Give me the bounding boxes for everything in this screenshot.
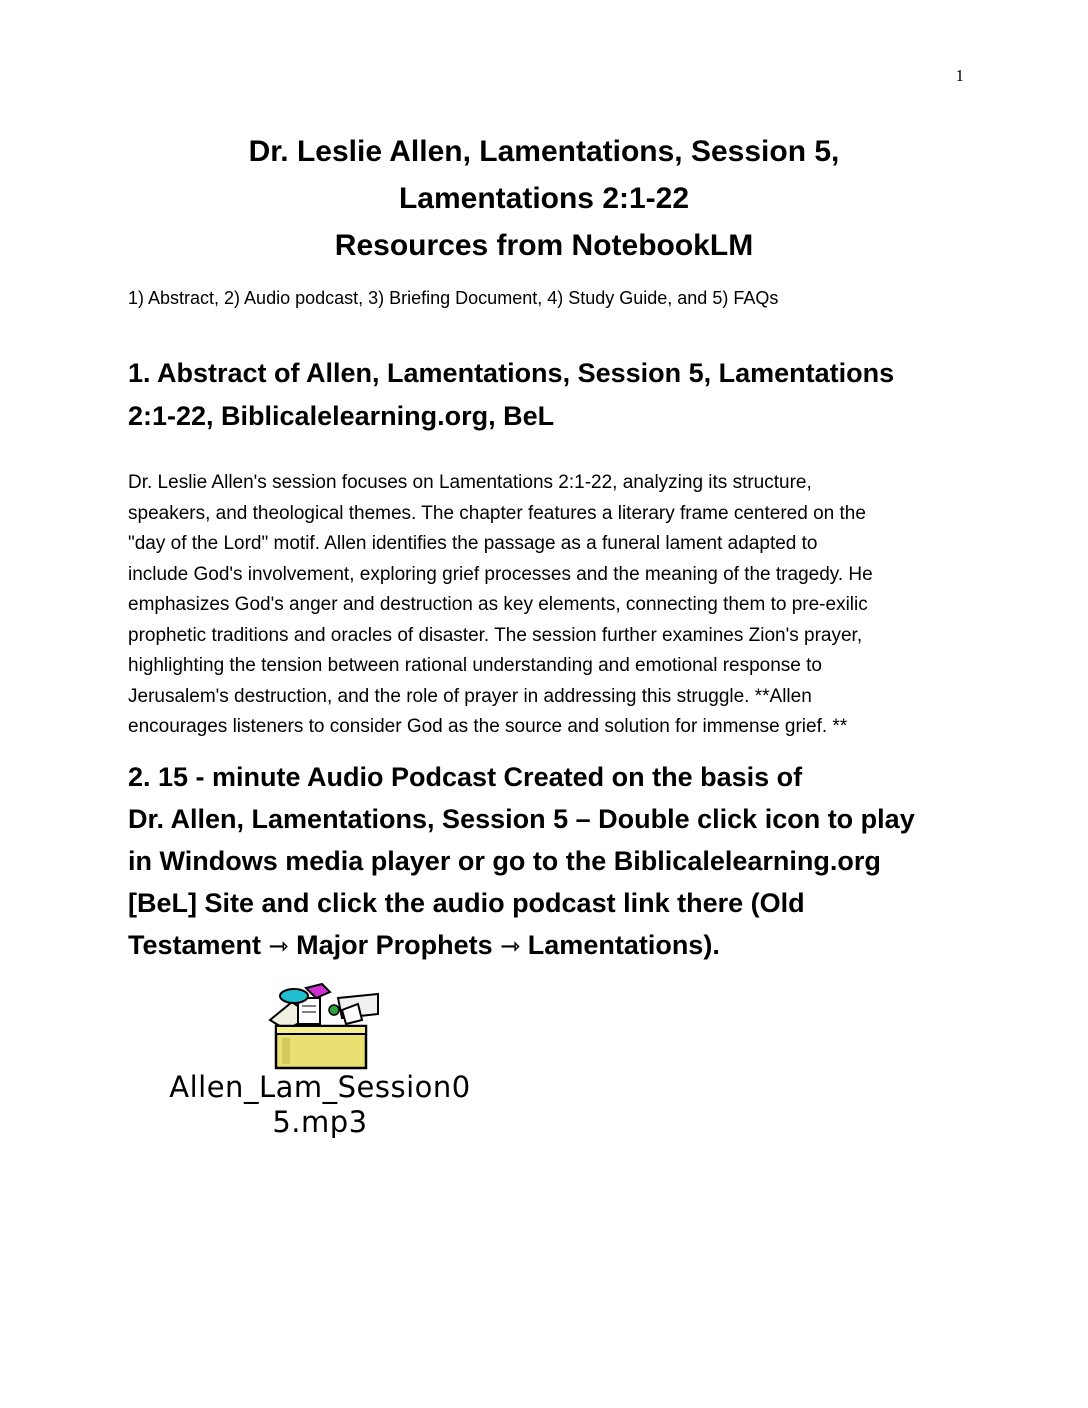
title-line-2: Lamentations 2:1-22 [398, 182, 690, 215]
podcast-heading [128, 756, 960, 968]
abstract-line: "day of the Lord" motif. Allen identifies the passage as a funeral lament adapted to [128, 533, 818, 554]
filename-line-1: Allen_Lam_Session0 [169, 1070, 471, 1104]
abstract-line: speakers, and theological themes. The chapter features a literary frame centered on the [128, 502, 866, 524]
podcast-heading-text: Major Prophets [288, 930, 501, 960]
arrow-right-icon: ⇾ [268, 933, 289, 960]
attachment-filename[interactable] [120, 1070, 520, 1140]
podcast-heading-line-3: in Windows media player or go to the Biblicalelearning.org [128, 846, 881, 876]
podcast-heading-text: Lamentations). [520, 930, 720, 960]
podcast-heading-line-4: [BeL] Site and click the audio podcast link there (Old [128, 888, 805, 918]
abstract-line: encourages listeners to consider God as the source and solution for immense grief. ** [128, 716, 848, 737]
podcast-heading-line-2: Dr. Allen, Lamentations, Session 5 – Double click icon to play [128, 804, 915, 834]
podcast-heading-text: Testament [128, 930, 269, 960]
document-title [128, 128, 960, 269]
table-of-contents: 1) Abstract, 2) Audio podcast, 3) Briefing Document, 4) Study Guide, and 5) FAQs [128, 288, 779, 308]
abstract-line: emphasizes God's anger and destruction as key elements, connecting them to pre-exilic [128, 594, 868, 615]
abstract-line: include God's involvement, exploring grief processes and the meaning of the tragedy. He [128, 563, 873, 585]
abstract-line: prophetic traditions and oracles of disaster. The session further examines Zion's prayer, [128, 624, 863, 646]
abstract-line: highlighting the tension between rational understanding and emotional response to [128, 655, 822, 676]
abstract-heading-line-1: 1. Abstract of Allen, Lamentations, Session 5, Lamentations [128, 358, 895, 388]
arrow-right-icon: ⇾ [500, 933, 521, 960]
podcast-heading-line-5 [128, 924, 960, 968]
podcast-heading-line-1: 2. 15 - minute Audio Podcast Created on the basis of [128, 762, 803, 792]
title-line-1: Dr. Leslie Allen, Lamentations, Session 5, [248, 135, 840, 168]
page-number: 1 [955, 66, 964, 85]
abstract-body [128, 468, 960, 743]
package-icon[interactable] [262, 980, 386, 1072]
abstract-heading [128, 352, 960, 438]
filename-line-2: 5.mp3 [272, 1105, 368, 1139]
abstract-line: Dr. Leslie Allen's session focuses on Lamentations 2:1-22, analyzing its structure, [128, 472, 812, 493]
abstract-line: Jerusalem's destruction, and the role of prayer in addressing this struggle. **Allen [128, 685, 812, 707]
title-line-3: Resources from NotebookLM [334, 229, 754, 262]
abstract-heading-line-2: 2:1-22, Biblicalelearning.org, BeL [128, 401, 555, 431]
